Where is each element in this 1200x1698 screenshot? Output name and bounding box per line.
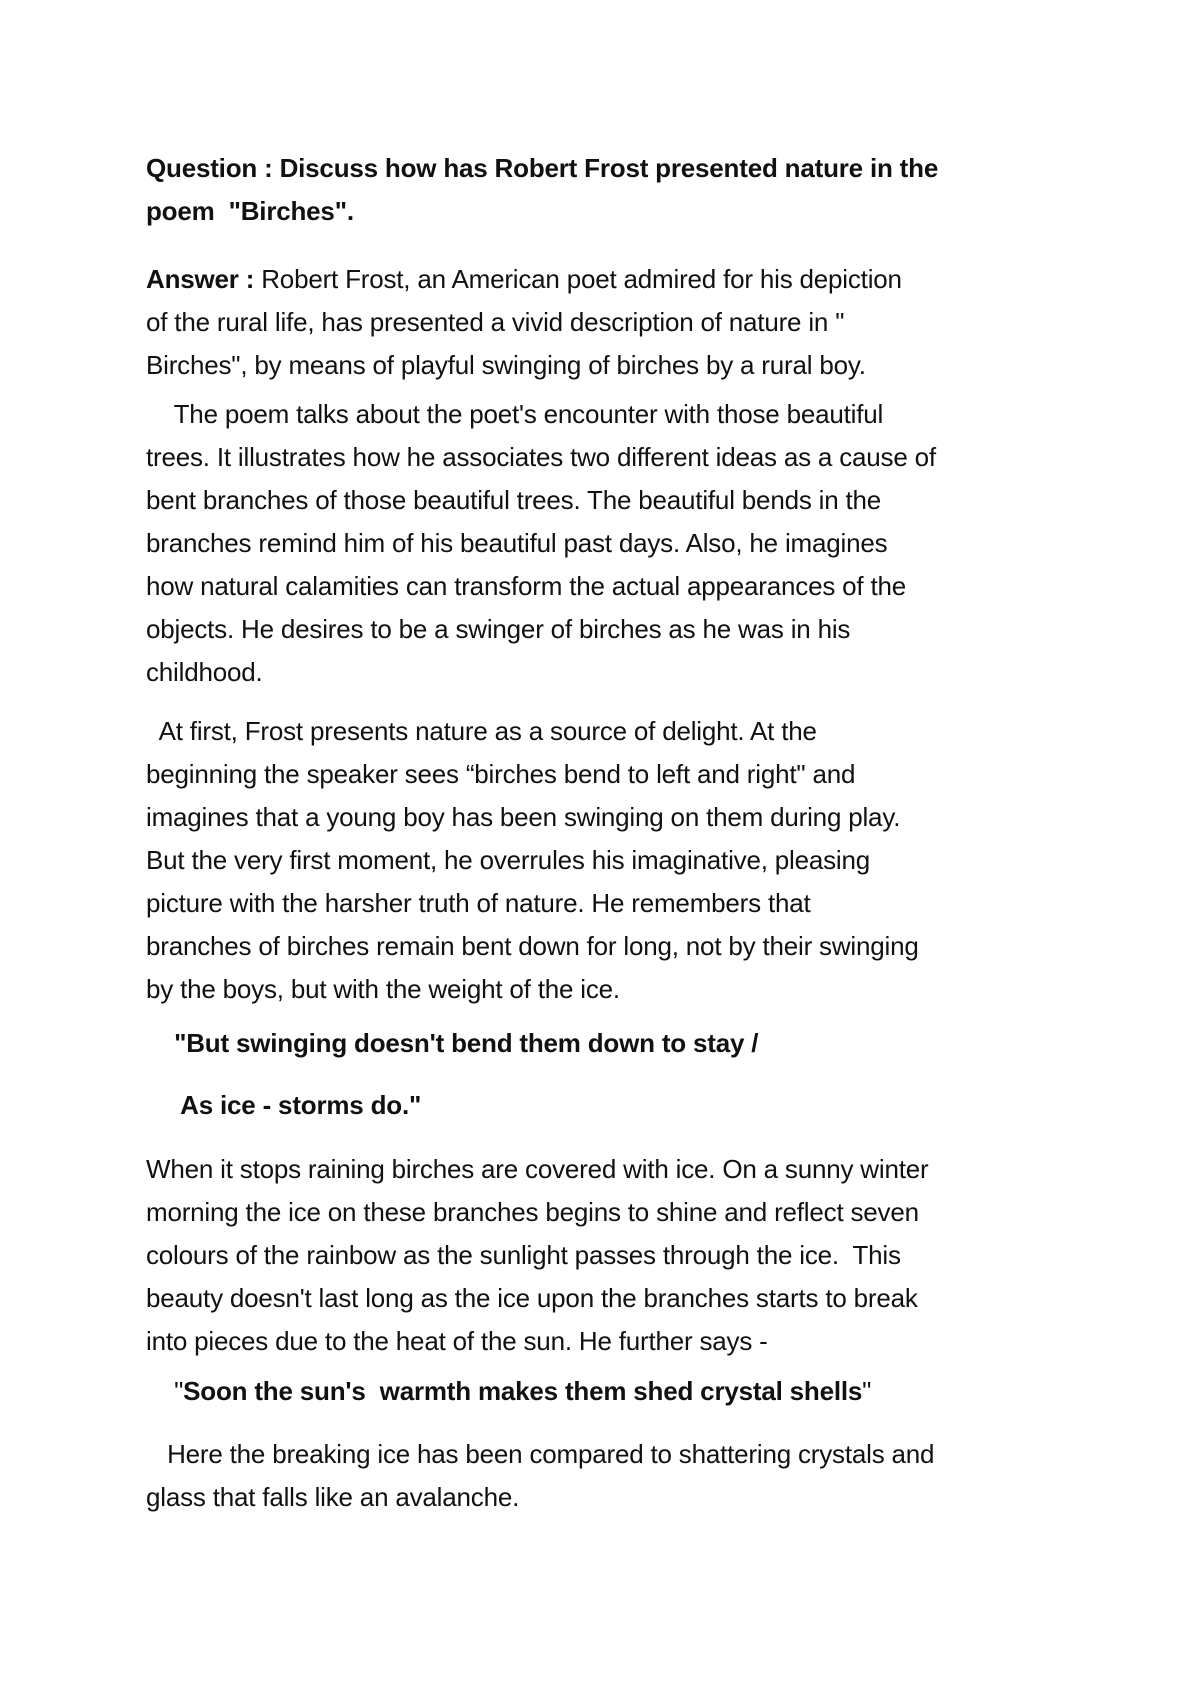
quote-line	[146, 1370, 1076, 1413]
paragraph-line: beginning the speaker sees “birches bend to left and right" and	[146, 759, 856, 789]
quote-line: As ice - storms do."	[146, 1090, 422, 1120]
paragraph-line: childhood.	[146, 657, 263, 687]
paragraph-source-of-delight	[146, 710, 1076, 1011]
poem-quote-2	[146, 1084, 1076, 1127]
paragraph-line: bent branches of those beautiful trees. The beautiful bends in the	[146, 485, 882, 515]
paragraph-line: into pieces due to the heat of the sun. He further says -	[146, 1326, 768, 1356]
paragraph-line: branches of birches remain bent down for long, not by their swinging	[146, 931, 919, 961]
answer-line-1-text: Robert Frost, an American poet admired for his depiction	[254, 264, 902, 294]
paragraph-line: The poem talks about the poet's encounter with those beautiful	[146, 399, 884, 429]
question-line-2: poem "Birches".	[146, 196, 354, 226]
paragraph-line: Here the breaking ice has been compared to shattering crystals and	[146, 1439, 935, 1469]
paragraph-line: glass that falls like an avalanche.	[146, 1482, 520, 1512]
paragraph-line: At first, Frost presents nature as a source of delight. At the	[146, 716, 817, 746]
question-line-1: Question : Discuss how has Robert Frost presented nature in the	[146, 153, 939, 183]
answer-line-2: of the rural life, has presented a vivid description of nature in "	[146, 307, 845, 337]
quote-close-mark: "	[862, 1376, 872, 1406]
paragraph-line: picture with the harsher truth of nature. He remembers that	[146, 888, 811, 918]
paragraph-line: objects. He desires to be a swinger of birches as he was in his	[146, 614, 851, 644]
paragraph-line: When it stops raining birches are covered with ice. On a sunny winter	[146, 1154, 929, 1184]
paragraph-line: colours of the rainbow as the sunlight passes through the ice. This	[146, 1240, 901, 1270]
paragraph-line: branches remind him of his beautiful past days. Also, he imagines	[146, 528, 888, 558]
quote-line: "But swinging doesn't bend them down to stay /	[146, 1028, 759, 1058]
poem-quote-3	[146, 1370, 1076, 1413]
paragraph-line: beauty doesn't last long as the ice upon the branches starts to break	[146, 1283, 918, 1313]
paragraph-line: But the very first moment, he overrules his imaginative, pleasing	[146, 845, 871, 875]
paragraph-line: morning the ice on these branches begins to shine and reflect seven	[146, 1197, 919, 1227]
quote-open-mark: "	[146, 1376, 184, 1406]
answer-label: Answer :	[146, 264, 255, 294]
paragraph-line: imagines that a young boy has been swinging on them during play.	[146, 802, 901, 832]
quote-text: Soon the sun's warmth makes them shed crystal shells	[183, 1376, 863, 1406]
question	[146, 147, 1076, 233]
poem-quote-1	[146, 1022, 1076, 1065]
paragraph-ice-rainbow	[146, 1148, 1076, 1363]
answer-line-3: Birches", by means of playful swinging of birches by a rural boy.	[146, 350, 866, 380]
paragraph-shattering-crystals	[146, 1433, 1076, 1519]
paragraph-line: how natural calamities can transform the actual appearances of the	[146, 571, 907, 601]
answer-line-1	[146, 258, 1076, 301]
paragraph-line: trees. It illustrates how he associates two different ideas as a cause of	[146, 442, 936, 472]
paragraph-poem-encounter	[146, 393, 1076, 694]
answer-paragraph	[146, 258, 1076, 387]
paragraph-line: by the boys, but with the weight of the ice.	[146, 974, 620, 1004]
